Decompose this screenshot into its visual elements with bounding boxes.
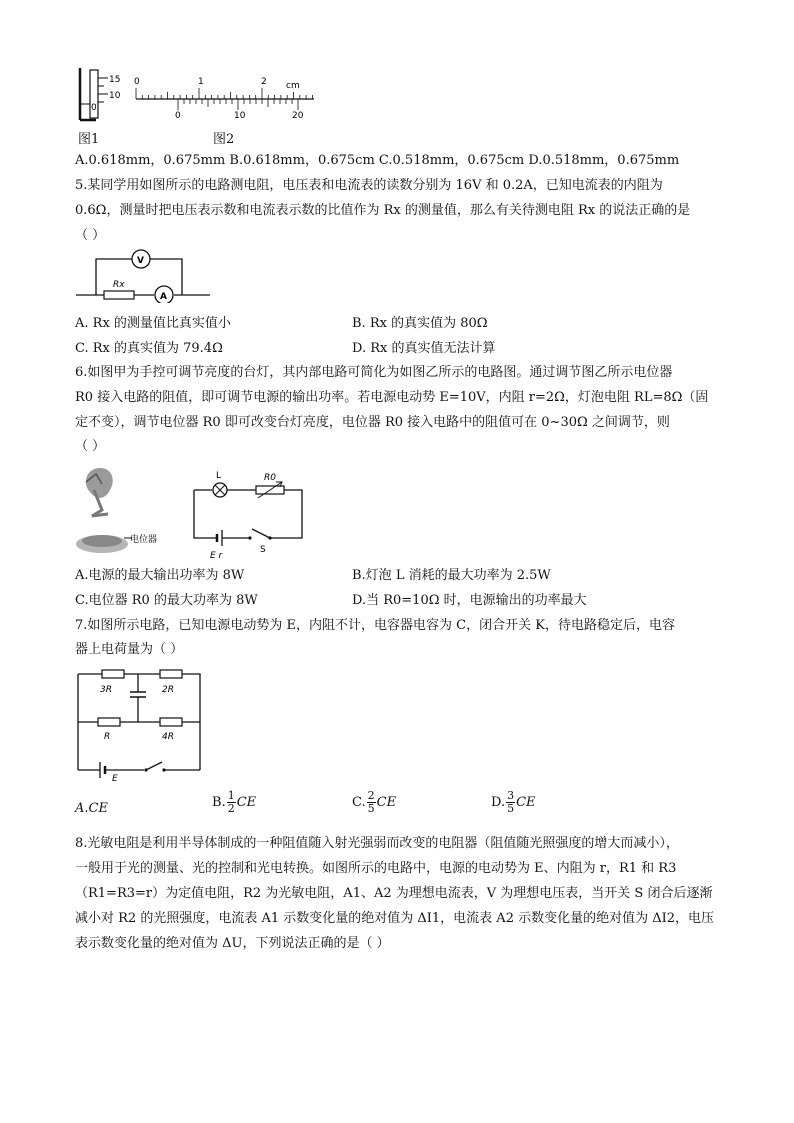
- q5-option-d[interactable]: D. Rx 的真实值无法计算: [352, 341, 496, 356]
- q7-option-c-den: 5: [367, 802, 375, 815]
- q6-source-label: E r: [210, 551, 223, 561]
- screw-tick-15: 15: [109, 75, 121, 85]
- q7-r1-label: 3R: [100, 685, 112, 695]
- figure-vernier-caliper: [130, 70, 320, 124]
- q7-option-c-suffix: CE: [376, 795, 397, 810]
- main-tick-1: 1: [198, 77, 204, 87]
- figure-micrometer: [74, 64, 130, 126]
- q7-option-c-num: 2: [367, 789, 375, 802]
- figure-q6-circuit: [186, 466, 312, 562]
- q7-option-d[interactable]: [491, 790, 536, 815]
- q8-line-3: （R1=R3=r）为定值电阻，R2 为光敏电阻，A1、A2 为理想电流表，V 为理想电压表，当开关 S 闭合后逐渐: [75, 886, 713, 901]
- q7-option-b-prefix: B.: [212, 795, 226, 810]
- q7-line-2: 器上电荷量为（ ）: [75, 642, 184, 657]
- q7-option-d-den: 5: [507, 802, 515, 815]
- q8-line-1: 8.光敏电阻是利用半导体制成的一种阻值随入射光强弱而改变的电阻器（阻值随光照强度的增大而减小），: [75, 836, 679, 851]
- q5-voltmeter-label: V: [137, 256, 144, 266]
- main-tick-2: 2: [261, 77, 267, 87]
- figure-q6-lamp-photo: [72, 462, 182, 558]
- main-tick-0: 0: [134, 77, 140, 87]
- q5-line-2: 0.6Ω，测量时把电压表示数和电流表示数的比值作为 Rx 的测量值，那么有关待测电阻 Rx 的说法正确的是: [75, 203, 691, 218]
- vernier-tick-20: 20: [292, 111, 304, 121]
- q6-line-3: 定不变），调节电位器 R0 即可改变台灯亮度，电位器 R0 接入电路中的阻值可在 0~30Ω 之间调节，则: [75, 415, 670, 430]
- main-unit: cm: [286, 81, 300, 91]
- q6-option-b[interactable]: B.灯泡 L 消耗的最大功率为 2.5W: [352, 568, 551, 583]
- caption-figure1: 图1: [78, 132, 100, 147]
- q7-r3-label: R: [104, 732, 111, 742]
- q7-r2-label: 2R: [162, 685, 174, 695]
- q6-option-d[interactable]: D.当 R0=10Ω 时，电源输出的功率最大: [352, 593, 587, 608]
- q5-line-3: （ ）: [75, 228, 106, 243]
- q8-line-4: 减小对 R2 的光照强度，电流表 A1 示数变化量的绝对值为 ΔI1，电流表 A2 示数变化量的绝对值为 ΔI2，电压: [75, 911, 715, 926]
- q7-option-d-prefix: D.: [491, 795, 506, 810]
- q7-option-b-num: 1: [227, 789, 235, 802]
- q6-lamp-label: L: [216, 471, 222, 481]
- q5-option-c[interactable]: C. Rx 的真实值为 79.4Ω: [75, 341, 223, 356]
- q5-line-1: 5.某同学用如图所示的电路测电阻，电压表和电流表的读数分别为 16V 和 0.2A，已知电流表的内阻为: [75, 178, 663, 193]
- q5-option-a[interactable]: A. Rx 的测量值比真实值小: [75, 316, 231, 331]
- q7-line-1: 7.如图所示电路，已知电源电动势为 E，内阻不计，电容器电容为 C，闭合开关 K，待电路稳定后，电容: [75, 618, 675, 633]
- vernier-tick-0: 0: [175, 111, 181, 121]
- q7-option-c[interactable]: [352, 790, 396, 815]
- q7-option-b-suffix: CE: [236, 795, 257, 810]
- q7-option-d-num: 3: [507, 789, 515, 802]
- q6-pot-label: R0: [264, 473, 276, 483]
- q8-line-2: 一般用于光的测量、光的控制和光电转换。如图所示的电路中，电源的电动势为 E、内阻为 r，R1 和 R3: [75, 861, 677, 876]
- q5-option-b[interactable]: B. Rx 的真实值为 80Ω: [352, 316, 488, 331]
- q7-source-label: E: [112, 774, 118, 782]
- q8-line-5: 表示数变化量的绝对值为 ΔU，下列说法正确的是（ ）: [75, 936, 390, 951]
- q7-option-b[interactable]: [212, 790, 256, 815]
- figure-q5-circuit: [74, 247, 214, 303]
- vernier-tick-10: 10: [234, 111, 246, 121]
- figure-q7-circuit: [72, 664, 208, 782]
- q6-switch-label: S: [260, 545, 266, 555]
- q5-ammeter-label: A: [160, 292, 167, 302]
- q7-option-a[interactable]: A.CE: [75, 801, 108, 816]
- q6-option-c[interactable]: C.电位器 R0 的最大功率为 8W: [75, 593, 258, 608]
- q4-options: A.0.618mm，0.675mm B.0.618mm，0.675cm C.0.518mm，0.675cm D.0.518mm，0.675mm: [75, 153, 680, 168]
- q7-option-c-prefix: C.: [352, 795, 366, 810]
- q5-rx-label: Rx: [113, 280, 125, 290]
- q6-line-2: R0 接入电路的阻值，即可调节电源的输出功率。若电源电动势 E=10V，内阻 r=2Ω，灯泡电阻 RL=8Ω（固: [75, 390, 709, 405]
- q6-option-a[interactable]: A.电源的最大输出功率为 8W: [75, 568, 245, 583]
- q6-line-1: 6.如图甲为手控可调节亮度的台灯，其内部电路可简化为如图乙所示的电路图。通过调节图乙所示电位器: [75, 365, 673, 380]
- screw-tick-10: 10: [109, 91, 121, 101]
- q7-r4-label: 4R: [162, 732, 174, 742]
- q6-potentiometer-caption: 电位器: [130, 535, 158, 545]
- q7-option-b-den: 2: [227, 802, 235, 815]
- screw-tick-0: 0: [91, 103, 97, 113]
- caption-figure2: 图2: [213, 132, 235, 147]
- q7-option-d-suffix: CE: [516, 795, 536, 810]
- q6-line-4: （ ）: [75, 439, 106, 454]
